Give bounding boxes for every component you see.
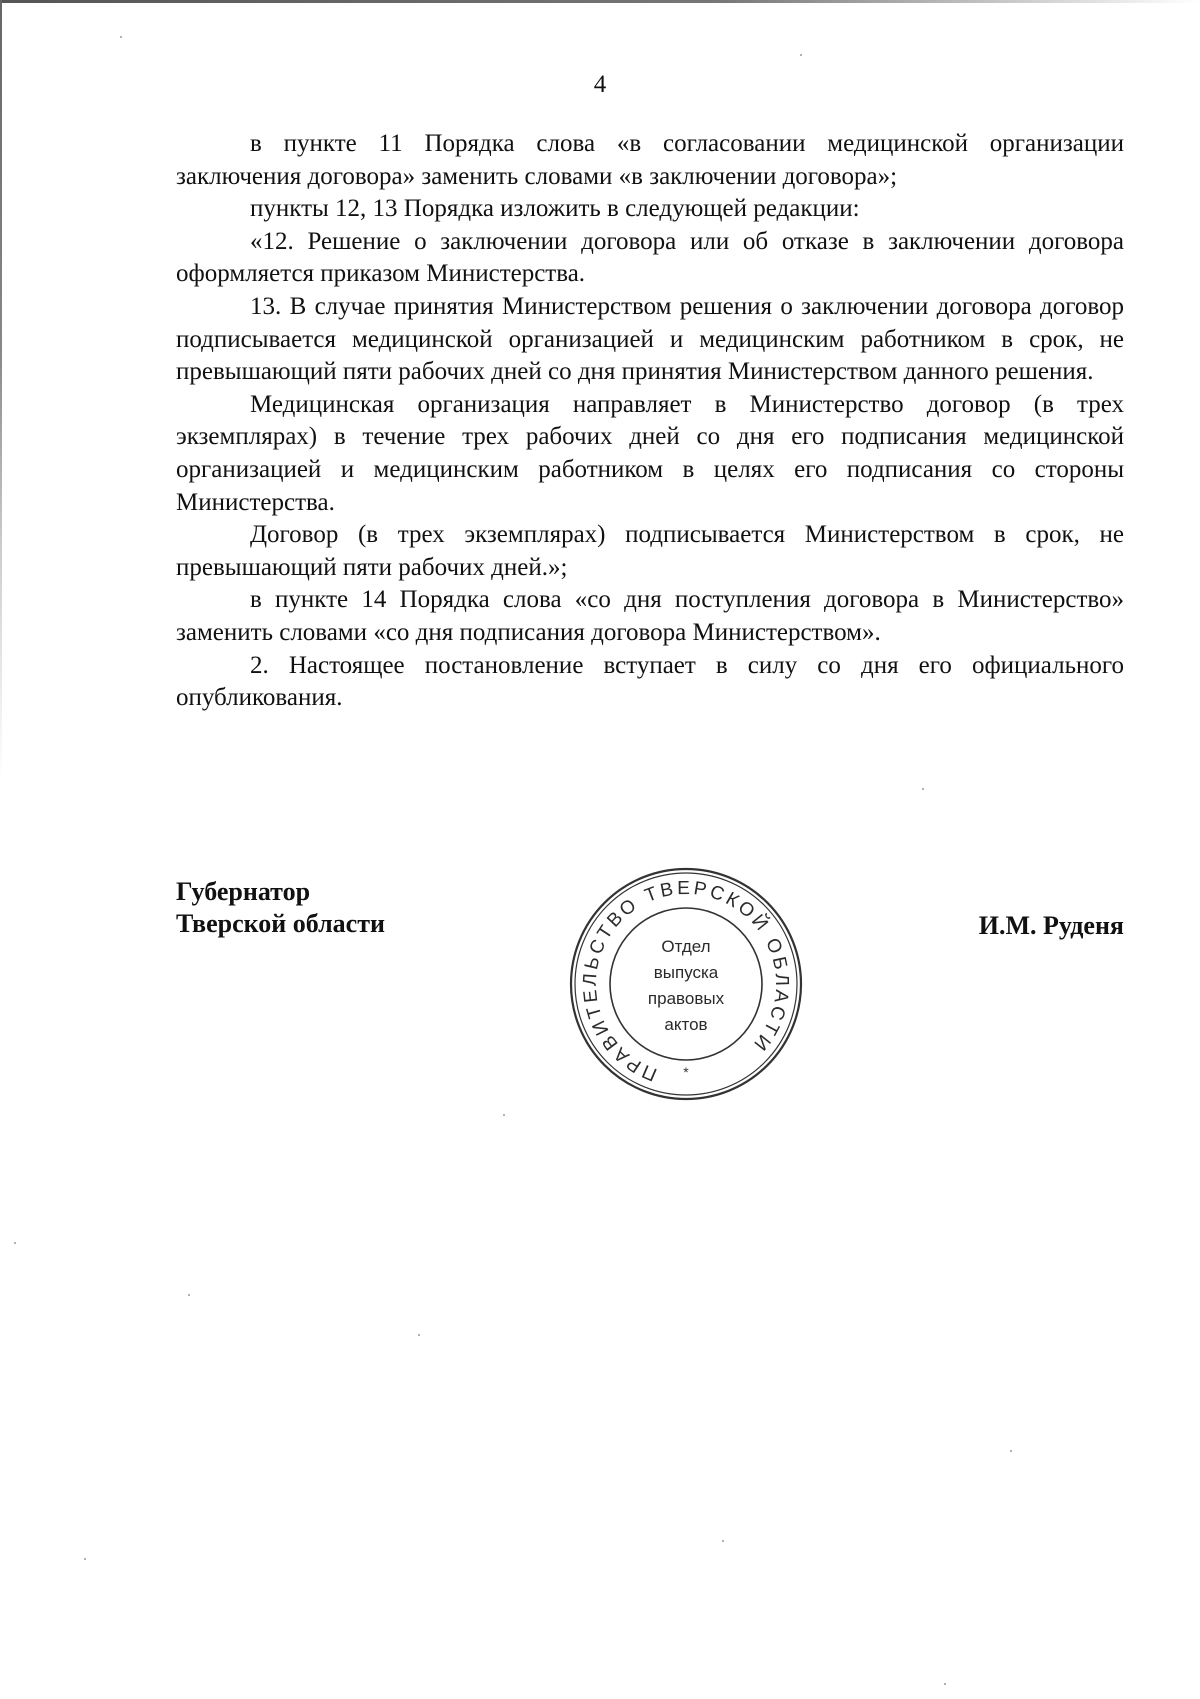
stamp-center-line: Отдел: [661, 937, 711, 956]
scan-speck: [188, 1294, 190, 1296]
paragraph: Медицинская организация направляет в Министерство договор (в трех экземплярах) в течение трех рабочих дней со дня его подписания медицинской организацией и медицинским работником в целях его подписания со стороны Министерства.: [176, 390, 1124, 516]
stamp-ring-text: ПРАВИТЕЛЬСТВО ТВЕРСКОЙ ОБЛАСТИ: [579, 877, 793, 1085]
paragraph: «12. Решение о заключении договора или об отказе в заключении договора оформляется приказом Министерства.: [176, 227, 1124, 288]
paragraph: пункты 12, 13 Порядка изложить в следующей редакции:: [250, 195, 860, 223]
signer-position-line2: Тверской области: [176, 909, 385, 938]
scan-edge-left: [0, 0, 2, 780]
paragraph: Договор (в трех экземплярах) подписывается Министерством в срок, не превышающий пяти рабочих дней.»;: [176, 521, 1124, 581]
paragraph: в пункте 14 Порядка слова «со дня поступления договора в Министерство» заменить словами «со дня подписания договора Министерством».: [176, 586, 1124, 646]
scan-speck: [800, 54, 802, 56]
scan-speck: [922, 788, 924, 790]
signer-name: И.М. Руденя: [978, 911, 1124, 940]
scan-speck: [722, 1540, 724, 1542]
stamp-center-line: актов: [664, 1015, 708, 1034]
paragraph: в пункте 11 Порядка слова «в согласовании медицинской организации заключения договора» заменить словами «в заключении договора»;: [176, 130, 1124, 190]
scan-speck: [418, 1334, 420, 1336]
scan-speck: [944, 1683, 946, 1685]
document-body: [176, 128, 1124, 715]
signature-block: [176, 876, 385, 940]
signer-position-line1: Губернатор: [176, 877, 311, 906]
paragraph: 2. Настоящее постановление вступает в силу со дня его официального опубликования.: [176, 651, 1124, 712]
scan-edge-top: [0, 0, 1200, 3]
paragraph: 13. В случае принятия Министерством решения о заключении договора договор подписывается медицинской организацией и медицинским работником в срок, не превышающий пяти рабочих дней со дня принятия Министерством данного решения.: [176, 292, 1124, 386]
official-stamp: [568, 866, 804, 1102]
scan-speck: [84, 1558, 86, 1560]
stamp-center-line: правовых: [647, 989, 725, 1008]
scan-speck: [120, 36, 122, 38]
page-number: 4: [593, 71, 607, 98]
stamp-star: *: [683, 1064, 689, 1080]
scan-speck: [503, 1114, 505, 1116]
scan-speck: [14, 1242, 16, 1244]
stamp-center-text: [568, 934, 804, 1038]
scan-speck: [1010, 1450, 1012, 1452]
stamp-center-line: выпуска: [653, 963, 719, 982]
